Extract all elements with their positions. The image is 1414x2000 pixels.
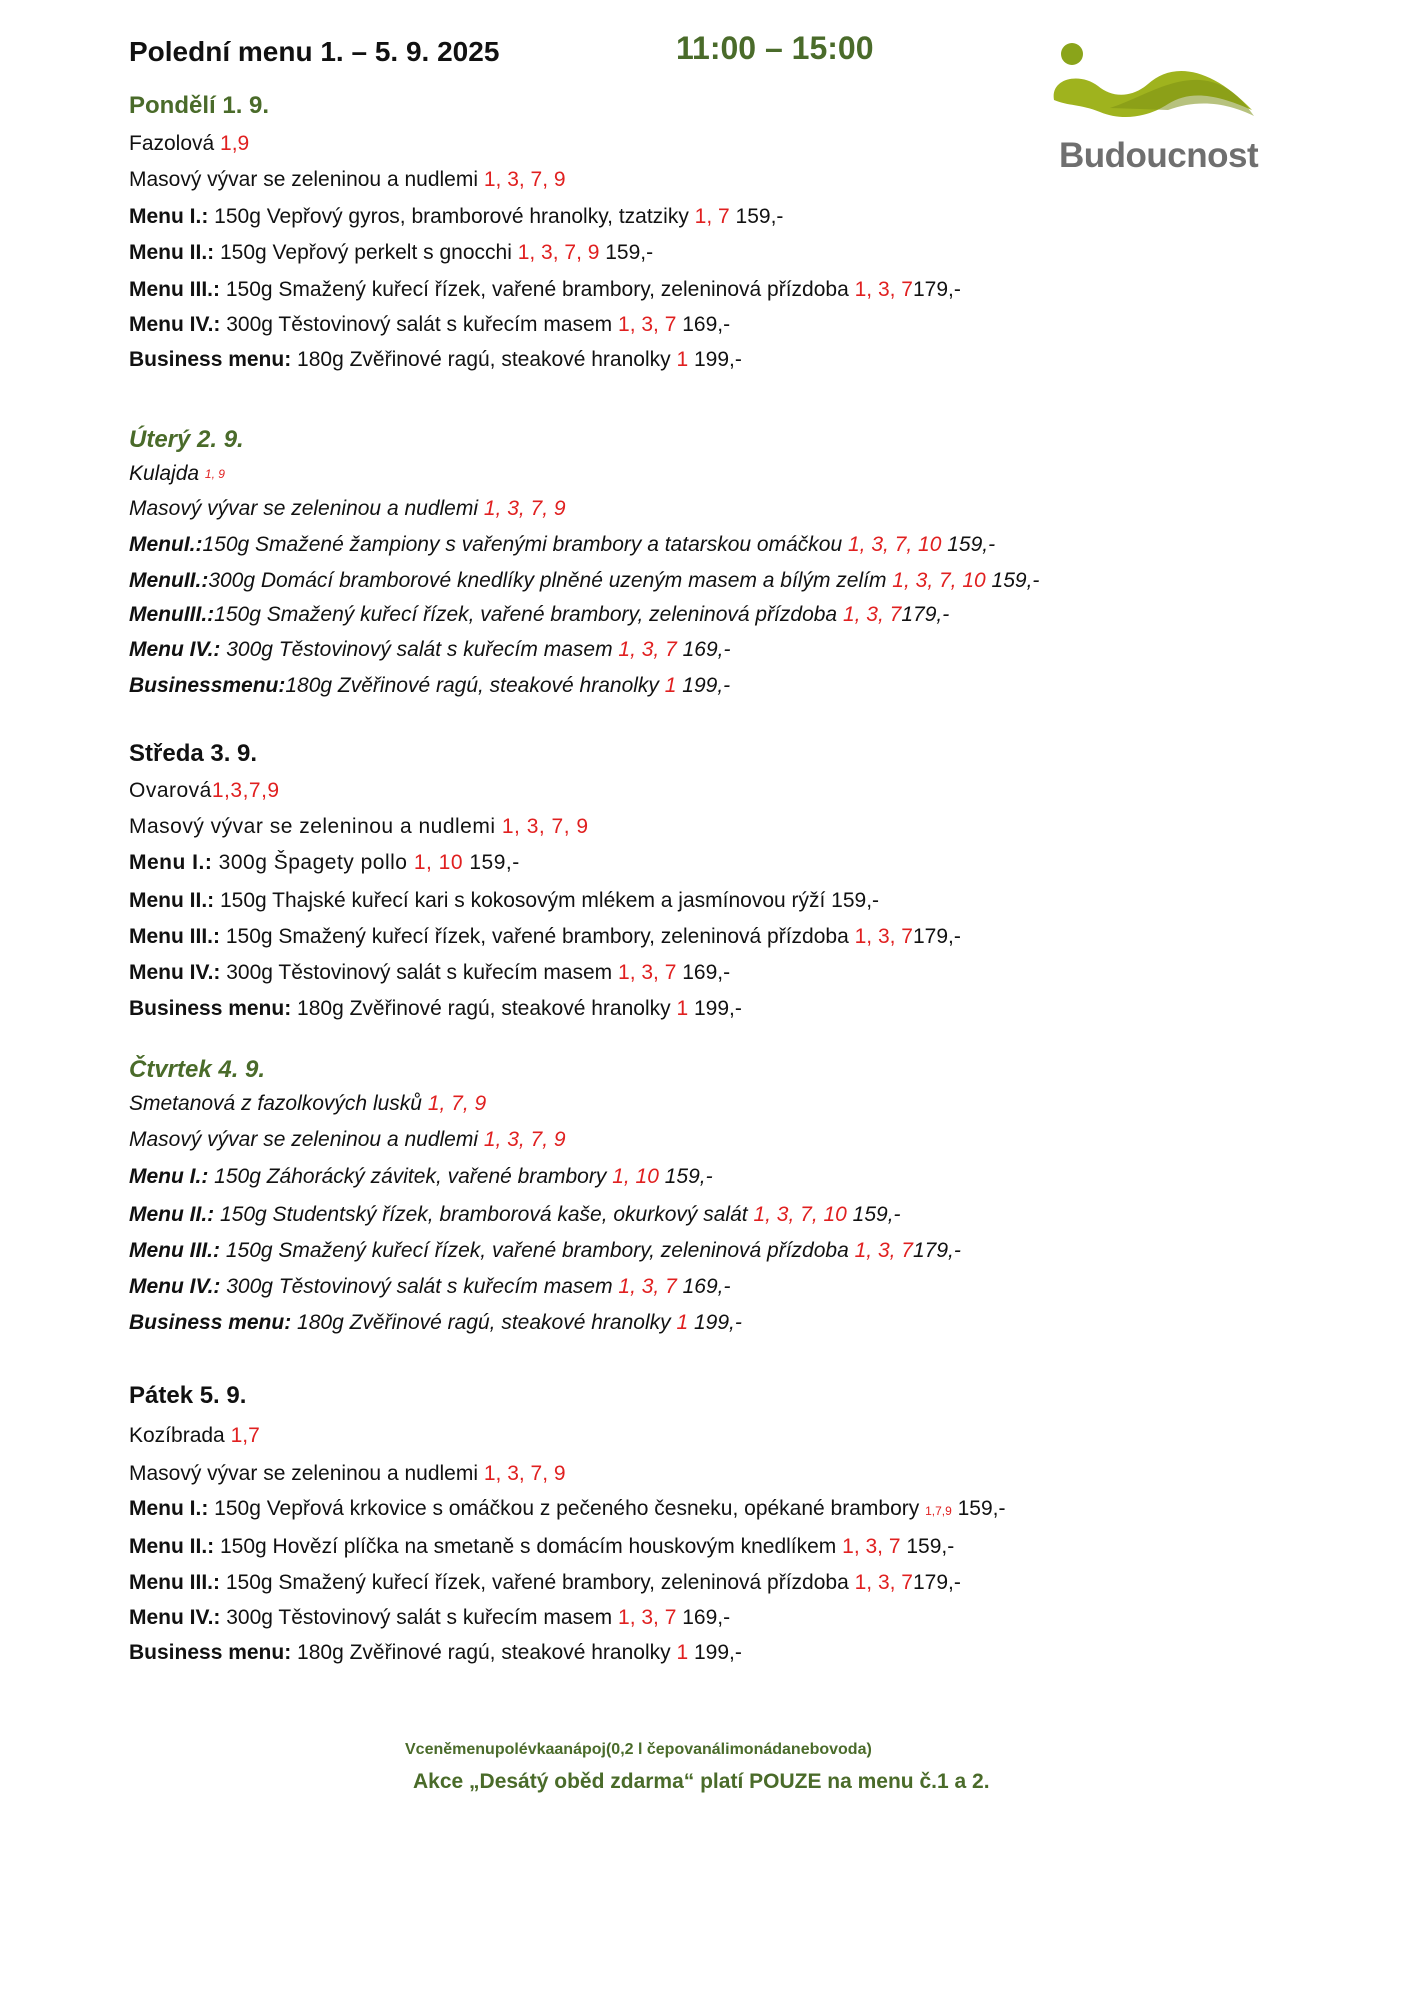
soup-line <box>129 497 566 521</box>
soup-line <box>129 815 589 839</box>
dish: 150g Vepřová krkovice s omáčkou z pečeného česneku, opékané brambory <box>208 1497 926 1520</box>
soup-name: Fazolová <box>129 132 221 155</box>
price: 169,- <box>676 313 731 336</box>
price: 199,- <box>688 997 742 1020</box>
price: 179,- <box>913 278 961 301</box>
allergens: 1, 3, 7 <box>842 1535 901 1558</box>
day-heading-monday: Pondělí 1. 9. <box>129 92 270 119</box>
allergens: 1, 3, 7 <box>854 1239 913 1262</box>
menu-label: Menu IV.: <box>129 961 221 984</box>
dish: 150g Studentský řízek, bramborová kaše, okurkový salát <box>214 1203 754 1226</box>
allergens: 1, 10 <box>413 851 464 874</box>
menu-line <box>129 889 879 913</box>
soup-name: Masový vývar se zeleninou a nudlemi <box>129 815 502 838</box>
dish: 150g Smažený kuřecí řízek, vařené brambory, zeleninová přízdoba <box>220 278 855 301</box>
menu-label: Menu I.: <box>129 1497 209 1520</box>
menu-line <box>129 925 961 949</box>
price: 159,- <box>941 533 996 556</box>
soup-line <box>129 779 280 803</box>
menu-line <box>129 278 961 302</box>
price: 199,- <box>688 1641 742 1664</box>
allergens: 1 <box>676 348 689 371</box>
soup-line <box>129 1128 566 1152</box>
dish: 300g Špagety pollo <box>212 851 414 874</box>
price: 179,- <box>913 1239 961 1262</box>
allergens: 1, 3, 7 <box>618 961 677 984</box>
price: 179,- <box>901 603 950 626</box>
dish: 150g Smažený kuřecí řízek, vařené brambory, zeleninová přízdoba <box>214 603 843 626</box>
soup-name: Kulajda <box>129 462 205 485</box>
price: 159,- <box>599 241 654 264</box>
menu-label: MenuIII.: <box>129 603 215 626</box>
page-title: Polední menu 1. – 5. 9. 2025 <box>129 36 500 67</box>
allergens: 1, 3, 7, 9 <box>483 497 566 520</box>
price: 159,- <box>900 1535 955 1558</box>
dish: 150g Smažený kuřecí řízek, vařené brambory, zeleninová přízdoba <box>220 1239 855 1262</box>
allergens: 1, 3, 7 <box>618 1275 677 1298</box>
allergens: 1,7,9 <box>925 1504 952 1518</box>
soup-line <box>129 1424 260 1448</box>
price: 169,- <box>676 1606 731 1629</box>
menu-line <box>129 1535 954 1559</box>
allergens: 1, 3, 7 <box>618 638 677 661</box>
menu-label: Business menu: <box>129 348 292 371</box>
dish: 150g Záhorácký závitek, vařené brambory <box>208 1165 613 1188</box>
menu-label: MenuI.: <box>129 533 203 556</box>
menu-line <box>129 1239 961 1263</box>
dish: 150g Smažený kuřecí řízek, vařené brambory, zeleninová přízdoba <box>220 925 855 948</box>
menu-label: Menu III.: <box>129 1239 220 1262</box>
dish: 180g Zvěřinové ragú, steakové hranolky <box>285 674 665 697</box>
allergens: 1,7 <box>230 1424 260 1447</box>
menu-line <box>129 533 995 557</box>
allergens: 1, 3, 7 <box>854 278 913 301</box>
menu-label: Menu III.: <box>129 925 220 948</box>
price: 199,- <box>688 348 742 371</box>
allergens: 1, 7, 9 <box>427 1092 487 1115</box>
menu-label: Menu II.: <box>129 1203 215 1226</box>
allergens: 1, 3, 7, 9 <box>483 1128 566 1151</box>
dish: 150g Hovězí plíčka na smetaně s domácím houskovým knedlíkem <box>214 1535 843 1558</box>
dish: 180g Zvěřinové ragú, steakové hranolky <box>291 1641 677 1664</box>
dish: 180g Zvěřinové ragú, steakové hranolky <box>291 997 677 1020</box>
day-heading-friday: Pátek 5. 9. <box>129 1382 247 1409</box>
price: 169,- <box>676 638 731 661</box>
dish: 300g Těstovinový salát s kuřecím masem <box>220 1275 619 1298</box>
allergens: 1, 3, 7 <box>854 925 913 948</box>
dish: 150g Smažené žampiony s vařenými brambory a tatarskou omáčkou <box>202 533 848 556</box>
menu-line <box>129 313 730 337</box>
menu-line <box>129 1203 901 1227</box>
dish: 300g Těstovinový salát s kuřecím masem <box>220 313 619 336</box>
allergens: 1, 3, 7, 10 <box>892 569 986 592</box>
menu-label: Menu IV.: <box>129 313 221 336</box>
dish: 150g Smažený kuřecí řízek, vařené brambory, zeleninová přízdoba <box>220 1571 855 1594</box>
menu-label: Menu I.: <box>129 205 209 228</box>
price: 169,- <box>676 961 731 984</box>
price: 159,- <box>463 851 520 874</box>
menu-line <box>129 1641 742 1665</box>
menu-line <box>129 674 730 698</box>
menu-line <box>129 569 1039 593</box>
dish: 180g Zvěřinové ragú, steakové hranolky <box>291 1311 677 1334</box>
allergens: 1 <box>676 1641 689 1664</box>
price: 199,- <box>676 674 731 697</box>
menu-line <box>129 1497 1006 1521</box>
menu-label: Menu II.: <box>129 1535 215 1558</box>
allergens: 1, 3, 7, 10 <box>847 533 942 556</box>
menu-line <box>129 1571 961 1595</box>
menu-label: Menu I.: <box>129 1165 209 1188</box>
menu-label: Business menu: <box>129 1311 292 1334</box>
dish: 180g Zvěřinové ragú, steakové hranolky <box>291 348 677 371</box>
footer-promo: Akce „Desátý oběd zdarma“ platí POUZE na menu č.1 a 2. <box>413 1770 990 1793</box>
allergens: 1, 3, 7 <box>854 1571 913 1594</box>
menu-label: Menu IV.: <box>129 638 221 661</box>
day-heading-wednesday: Středa 3. 9. <box>129 740 258 767</box>
price: 159,- <box>846 1203 901 1226</box>
allergens: 1, 3, 7, 10 <box>753 1203 847 1226</box>
menu-label: Business menu: <box>129 997 292 1020</box>
allergens: 1 <box>664 674 677 697</box>
day-heading-tuesday: Úterý 2. 9. <box>129 426 244 453</box>
menu-label: Businessmenu: <box>129 674 286 697</box>
menu-line <box>129 1311 742 1335</box>
allergens: 1 <box>676 997 689 1020</box>
menu-label: Menu IV.: <box>129 1275 221 1298</box>
allergens: 1, 3, 7, 9 <box>501 815 589 838</box>
allergens: 1, 3, 7, 9 <box>517 241 600 264</box>
dish: 300g Domácí bramborové knedlíky plněné uzeným masem a bílým zelím <box>208 569 893 592</box>
menu-label: Business menu: <box>129 1641 292 1664</box>
menu-line <box>129 241 653 265</box>
allergens: 1, 3, 7 <box>618 313 677 336</box>
opening-hours: 11:00 – 15:00 <box>676 30 874 66</box>
price: 159,- <box>985 569 1040 592</box>
dish: 150g Vepřový perkelt s gnocchi <box>214 241 518 264</box>
allergens: 1, 9 <box>204 467 225 481</box>
footer-note: Vceněmenupolévkaanápoj(0,2 l čepovanálimonádanebovoda) <box>405 1741 872 1758</box>
soup-name: Masový vývar se zeleninou a nudlemi <box>129 1462 484 1485</box>
day-heading-thursday: Čtvrtek 4. 9. <box>129 1056 266 1083</box>
allergens: 1 <box>676 1311 689 1334</box>
price: 159,- <box>729 205 784 228</box>
menu-line <box>129 205 783 229</box>
allergens: 1, 10 <box>612 1165 659 1188</box>
allergens: 1, 7 <box>694 205 730 228</box>
allergens: 1,9 <box>220 132 250 155</box>
dish: 150g Thajské kuřecí kari s kokosovým mlékem a jasmínovou rýží 159,- <box>214 889 880 912</box>
allergens: 1,3,7,9 <box>211 779 280 802</box>
soup-name: Masový vývar se zeleninou a nudlemi <box>129 497 484 520</box>
soup-line <box>129 462 225 486</box>
menu-line <box>129 961 730 985</box>
soup-line <box>129 1462 566 1486</box>
menu-label: Menu IV.: <box>129 1606 221 1629</box>
soup-name: Ovarová <box>129 779 212 802</box>
soup-line <box>129 168 566 192</box>
menu-line <box>129 348 742 372</box>
menu-label: Menu III.: <box>129 1571 220 1594</box>
price: 169,- <box>676 1275 731 1298</box>
price: 159,- <box>951 1497 1006 1520</box>
allergens: 1, 3, 7, 9 <box>483 168 566 191</box>
menu-line <box>129 1165 713 1189</box>
soup-name: Masový vývar se zeleninou a nudlemi <box>129 168 484 191</box>
menu-label: Menu II.: <box>129 241 215 264</box>
allergens: 1, 3, 7, 9 <box>483 1462 566 1485</box>
logo-text: Budoucnost <box>1059 136 1259 175</box>
price: 179,- <box>913 925 961 948</box>
allergens: 1, 3, 7 <box>842 603 902 626</box>
menu-line <box>129 851 520 875</box>
soup-name: Masový vývar se zeleninou a nudlemi <box>129 1128 484 1151</box>
dish: 300g Těstovinový salát s kuřecím masem <box>220 961 619 984</box>
menu-line <box>129 638 731 662</box>
dish: 300g Těstovinový salát s kuřecím masem <box>220 638 619 661</box>
soup-line <box>129 1092 486 1116</box>
dish: 150g Vepřový gyros, bramborové hranolky, tzatziky <box>208 205 695 228</box>
menu-label: Menu I.: <box>129 851 213 874</box>
dish: 300g Těstovinový salát s kuřecím masem <box>220 1606 619 1629</box>
menu-line <box>129 1275 731 1299</box>
soup-name: Smetanová z fazolkových lusků <box>129 1092 428 1115</box>
menu-label: Menu II.: <box>129 889 215 912</box>
menu-line <box>129 1606 730 1630</box>
soup-line <box>129 132 249 156</box>
price: 179,- <box>913 1571 961 1594</box>
soup-name: Kozíbrada <box>129 1424 231 1447</box>
allergens: 1, 3, 7 <box>618 1606 677 1629</box>
menu-label: MenuII.: <box>129 569 209 592</box>
menu-line <box>129 997 742 1021</box>
price: 199,- <box>688 1311 742 1334</box>
menu-line <box>129 603 949 627</box>
menu-label: Menu III.: <box>129 278 220 301</box>
price: 159,- <box>658 1165 713 1188</box>
